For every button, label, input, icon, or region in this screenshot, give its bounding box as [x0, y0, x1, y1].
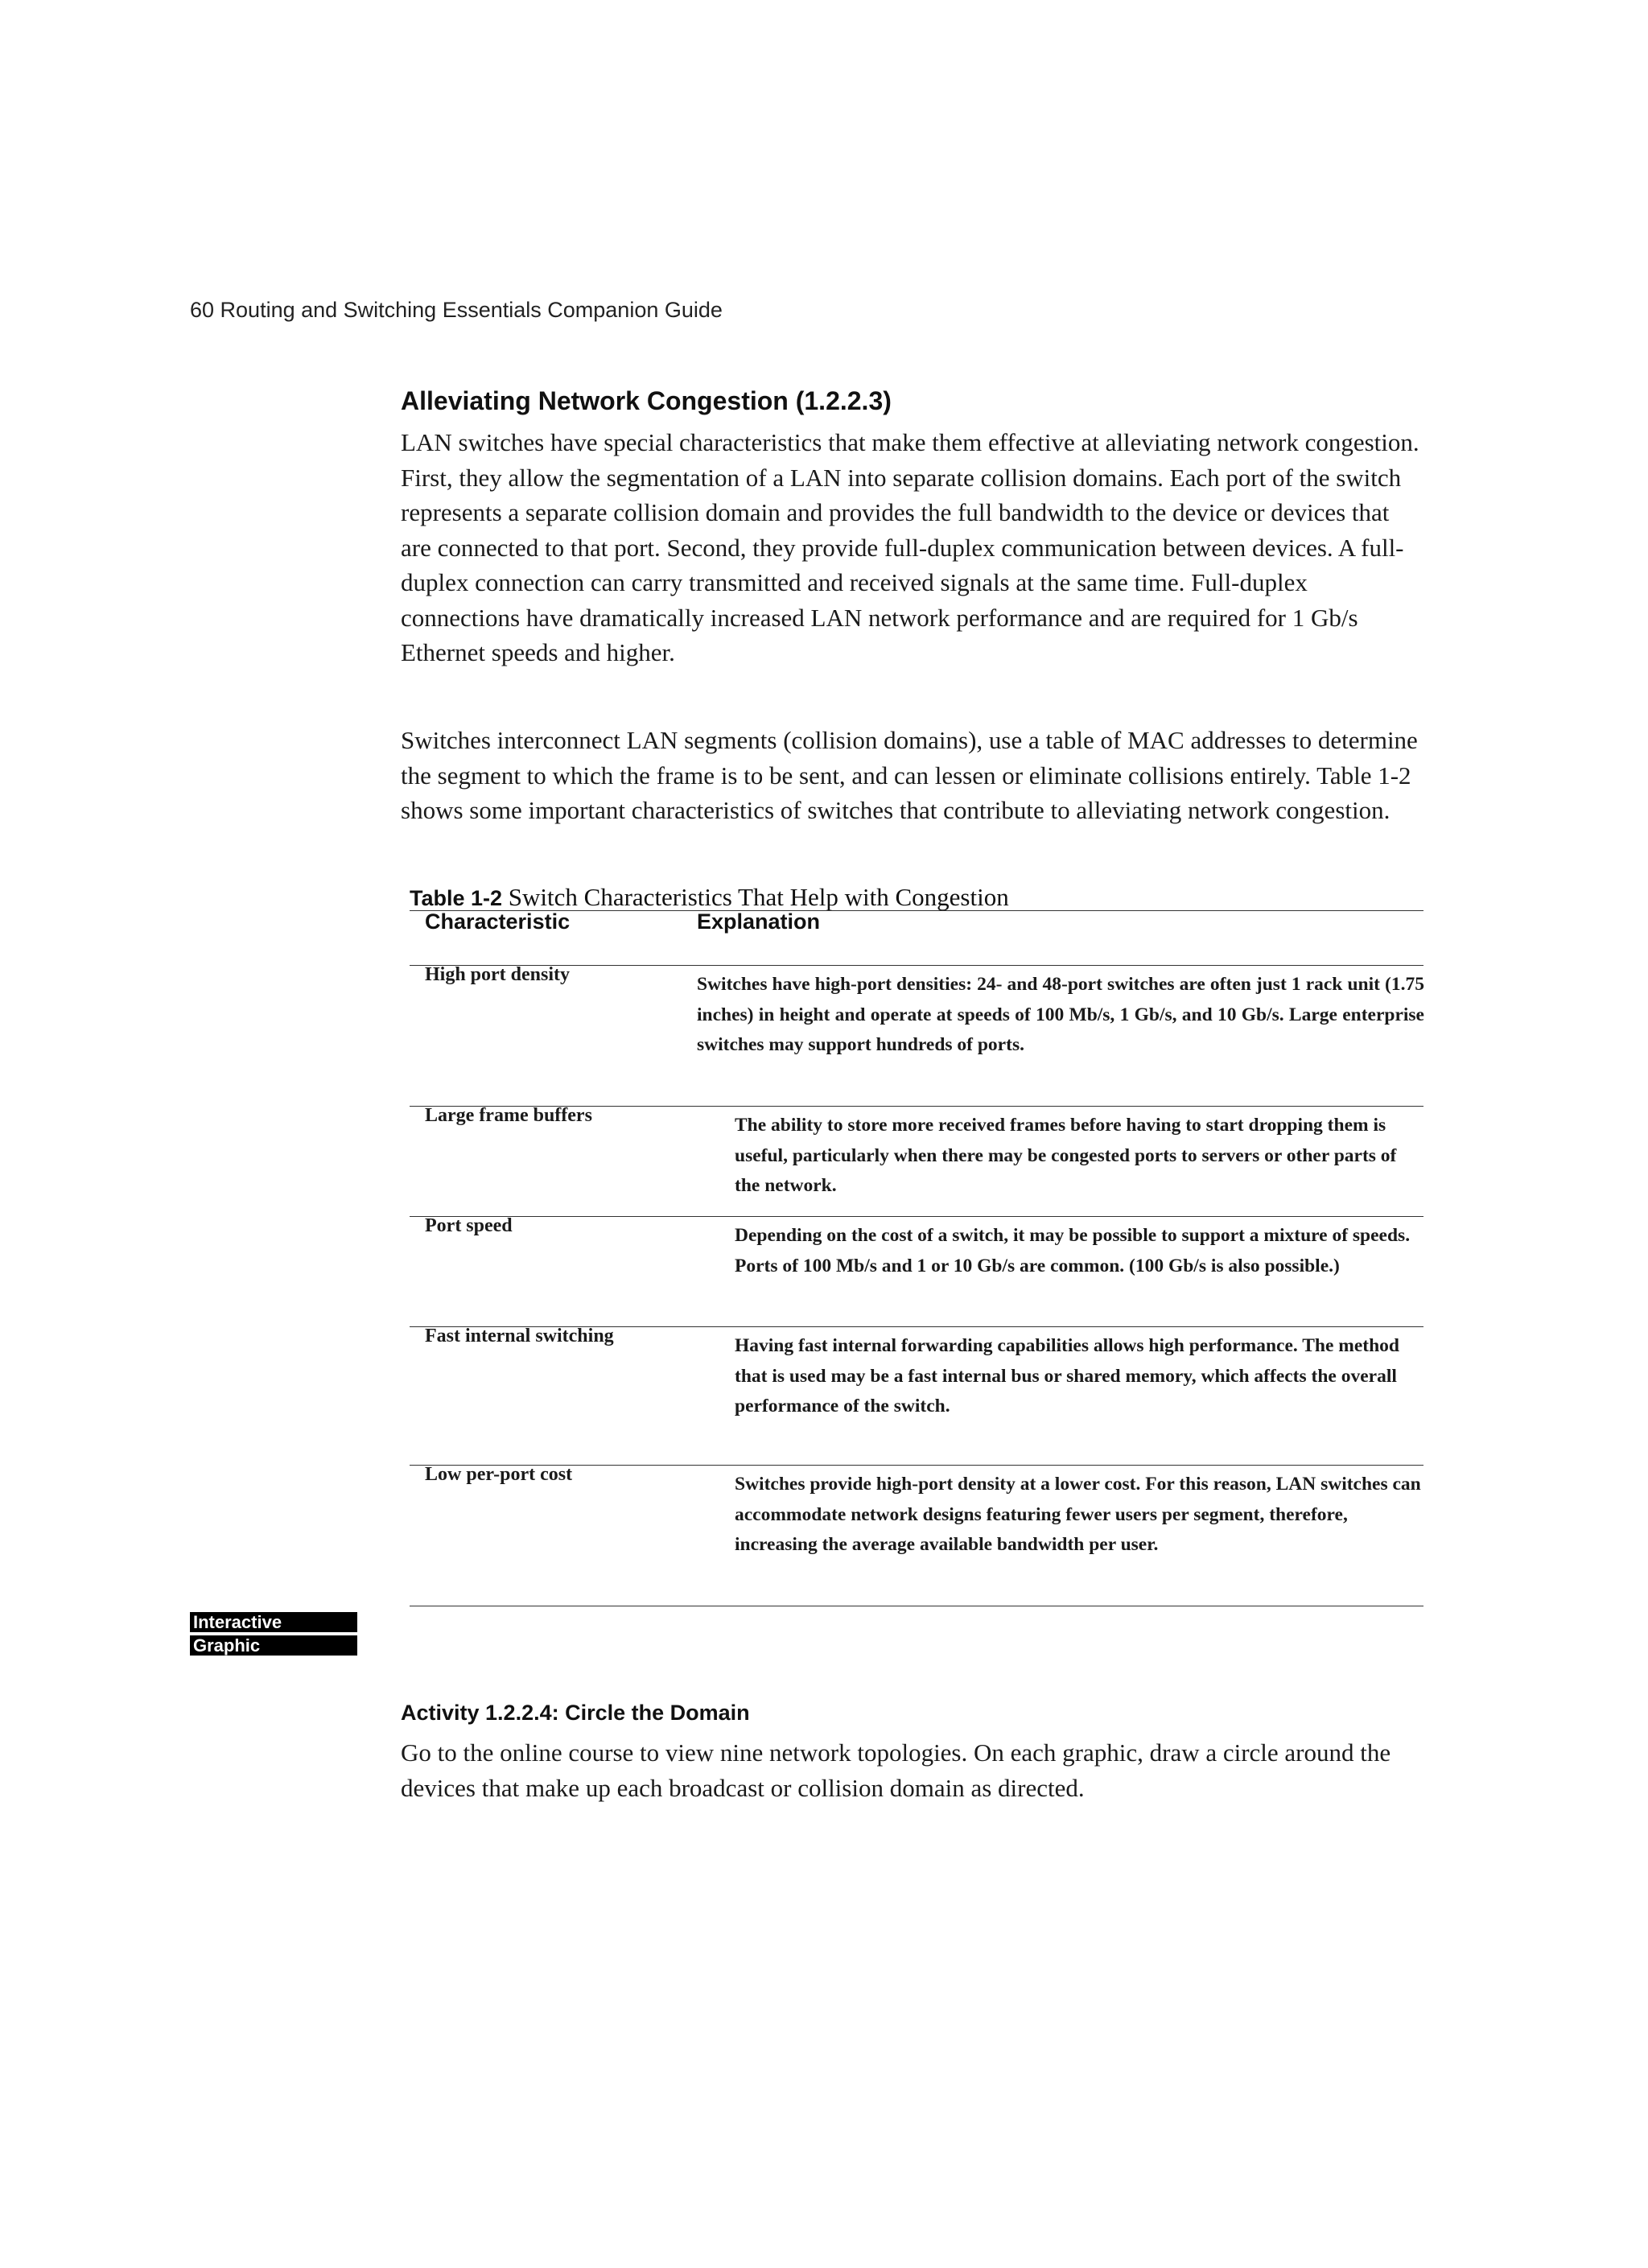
table-cell-explanation: Switches have high-port densities: 24- and 48-port switches are often just 1 rack unit (1.75 inches) in height and operate at speeds of 100 Mb/s, 1 Gb/s, and 10 Gb/s. Large enterprise switches may support hundreds of ports.: [697, 974, 1424, 1055]
table-cell-characteristic: Port speed: [425, 1215, 513, 1236]
body-paragraph: Switches interconnect LAN segments (collision domains), use a table of MAC addresses to determine the segment to which the frame is to be sent, and can lessen or eliminate collisions entirely. Table 1-2 shows some important characteristics of switches that contribute to alleviating network congestion.: [401, 726, 1418, 824]
column-header-characteristic: Characteristic: [425, 909, 571, 934]
section-heading: Alleviating Network Congestion (1.2.2.3): [401, 386, 892, 415]
table-cell-characteristic: Low per-port cost: [425, 1464, 573, 1485]
body-paragraph: LAN switches have special characteristics that make them effective at alleviating network congestion. First, they allow the segmentation of a LAN into separate collision domains. Each port of the switch represents a separate collision domain and provides the full bandwidth to the device or devices that are connected to that port. Second, they provide full-duplex communication between devices. A full-duplex connection can carry transmitted and received signals at the same time. Full-duplex connections have dramatically increased LAN network performance and are required for 1 Gb/s Ethernet speeds and higher.: [401, 428, 1419, 666]
table-cell-explanation: Switches provide high-port density at a lower cost. For this reason, LAN switches can accommodate network designs featuring fewer users per segment, therefore, increasing the average available bandwidth per user.: [735, 1474, 1421, 1555]
table-cell-explanation: The ability to store more received frames before having to start dropping them is useful, particularly when there may be congested ports to servers or other parts of the network.: [735, 1115, 1397, 1196]
table-label: Table 1-2: [410, 886, 503, 910]
activity-title: Activity 1.2.2.4: Circle the Domain: [401, 1701, 750, 1725]
running-header: 60 Routing and Switching Essentials Companion Guide: [190, 298, 723, 322]
table-cell-explanation: Depending on the cost of a switch, it may be possible to support a mixture of speeds. Ports of 100 Mb/s and 1 or 10 Gb/s are common. (100 Gb/s is also possible.): [735, 1225, 1411, 1276]
table-cell-characteristic: Large frame buffers: [425, 1105, 592, 1126]
table-title: Switch Characteristics That Help with Congestion: [508, 883, 1009, 911]
column-header-explanation: Explanation: [697, 909, 821, 934]
table-cell-characteristic: High port density: [425, 964, 571, 985]
interactive-graphic-badge: Graphic: [190, 1635, 357, 1656]
table-cell-characteristic: Fast internal switching: [425, 1326, 614, 1346]
activity-text: Go to the online course to view nine network topologies. On each graphic, draw a circle around the devices that make up each broadcast or collision domain as directed.: [401, 1738, 1391, 1802]
interactive-graphic-badge: Interactive: [190, 1612, 357, 1632]
table-cell-explanation: Having fast internal forwarding capabilities allows high performance. The method that is used may be a fast internal bus or shared memory, which affects the overall performance of the switch.: [735, 1335, 1399, 1416]
table-rule: [410, 1216, 1423, 1217]
